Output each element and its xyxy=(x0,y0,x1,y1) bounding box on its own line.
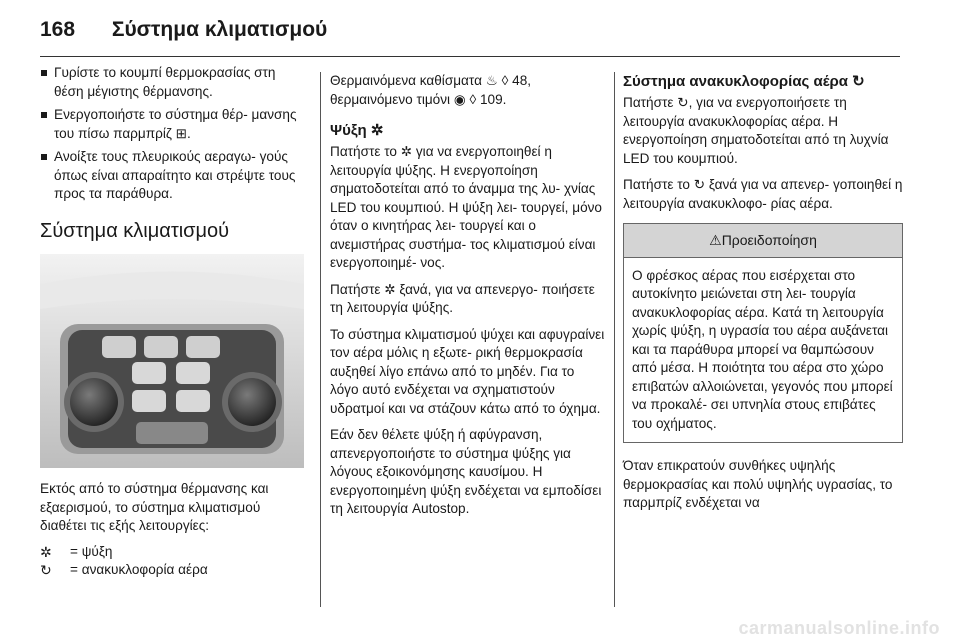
column-3 xyxy=(623,72,903,521)
paragraph: Εάν δεν θέλετε ψύξη ή αφύγρανση, απενεργοποιήστε το σύστημα ψύξης για λόγους εξοικονόμησης καυσίμου. Η ενεργοποιημένη ψύξη ενδέχεται να εμποδίσει τη λειτουργία Autostop. xyxy=(330,427,602,516)
legend-row-cooling xyxy=(40,544,308,562)
paragraph: Το σύστημα κλιματισμού ψύχει και αφυγραίνει τον αέρα μόλις η εξωτε- ρική θερμοκρασία αυξηθεί λίγο επάνω από το μηδέν. Για το λόγο αυτό ενδέχεται να σχηματιστούν υδρατμοί και να στάζουν κάτω από το όχημα. xyxy=(330,326,605,416)
warning-box xyxy=(623,223,903,443)
cooling-icon: ✲ xyxy=(40,544,52,561)
warning-text: Ο φρέσκος αέρας που εισέρχεται στο αυτοκίνητο μειώνεται στη λει- τουργία ανακυκλοφορίας αέρα. Κατά τη λειτουργία χωρίς ψύξη, η υγρασία του αέρα αυξάνεται και τα παράθυρα μπορεί να θαμπώσουν από μέσα. Η ποιότητα του αέρα στο χώρο επιβατών αλλοιώνεται, γεγονός που μπορεί να προκαλέ- σει υπνηλία στους επιβάτες του οχήματος. xyxy=(632,267,893,431)
paragraph: Όταν επικρατούν συνθήκες υψηλής θερμοκρασίας και πολύ υψηλής υγρασίας, το παρμπρίζ ενδέχεται να xyxy=(623,458,893,510)
climate-control-panel-photo xyxy=(40,254,304,468)
paragraph: Πατήστε ✲ ξανά, για να απενεργο- ποιήσετε τη λειτουργία ψύξης. xyxy=(330,281,595,315)
page-header xyxy=(40,18,327,42)
recirculation-icon: ↻ xyxy=(40,562,52,579)
watermark: carmanualsonline.info xyxy=(738,618,940,638)
column-divider xyxy=(320,72,321,607)
bullet-item: Ενεργοποιήστε το σύστημα θέρ- μανσης του πίσω παρμπρίζ ⊞. xyxy=(40,106,308,143)
page-number: 168 xyxy=(40,18,76,41)
column-1 xyxy=(40,64,308,580)
recirculation-title: Σύστημα ανακυκλοφορίας αέρα ↻ xyxy=(623,73,865,90)
paragraph: Πατήστε το ✲ για να ενεργοποιηθεί η λειτουργία ψύξης. Η ενεργοποίηση σηματοδοτείται από το άναμμα της λυ- χνίας LED του κουμπιού. Η ψύξη λει- τουργεί, μόνο όταν ο κινητήρας λει- τουργεί και ο ανεμιστήρας συστήμα- τος κλιματισμού είναι ενεργοποιημέ- νος. xyxy=(330,144,602,270)
cooling-title: Ψύξη ✲ xyxy=(330,122,384,139)
paragraph: Πατήστε το ↻ ξανά για να απενερ- γοποιηθεί η λειτουργία ανακυκλοφο- ρίας αέρα. xyxy=(623,177,903,211)
legend-text: = ψύξη xyxy=(70,544,113,560)
heated-seats-reference: Θερμαινόμενα καθίσματα ♨ ◊ 48, θερμαινόμενο τιμόνι ◉ ◊ 109. xyxy=(330,73,532,107)
legend-text: = ανακυκλοφορία αέρα xyxy=(70,562,208,578)
climate-panel-illustration xyxy=(40,254,304,468)
column-2 xyxy=(330,72,606,527)
legend-row-recirculation xyxy=(40,562,308,580)
paragraph: Πατήστε ↻, για να ενεργοποιήσετε τη λειτουργία ανακυκλοφορίας αέρα. Η ενεργοποίηση σηματοδοτείται από τη λυχνία LED του κουμπιού. xyxy=(623,95,889,166)
warning-title: ⚠Προειδοποίηση xyxy=(624,224,902,258)
bullet-item: Γυρίστε το κουμπί θερμοκρασίας στη θέση μέγιστης θέρμανσης. xyxy=(40,64,308,101)
chapter-title: Σύστημα κλιματισμού xyxy=(111,18,328,41)
section-title: Σύστημα κλιματισμού xyxy=(40,219,230,242)
header-rule xyxy=(40,56,900,57)
bullet-item: Ανοίξτε τους πλευρικούς αεραγω- γούς όπως είναι απαραίτητο και στρέψτε τους προς τα παράθυρα. xyxy=(40,148,308,204)
column-divider xyxy=(614,72,615,607)
functions-intro: Εκτός από το σύστημα θέρμανσης και εξαερισμού, το σύστημα κλιματισμού διαθέτει τις εξής λειτουργίες: xyxy=(40,481,269,533)
